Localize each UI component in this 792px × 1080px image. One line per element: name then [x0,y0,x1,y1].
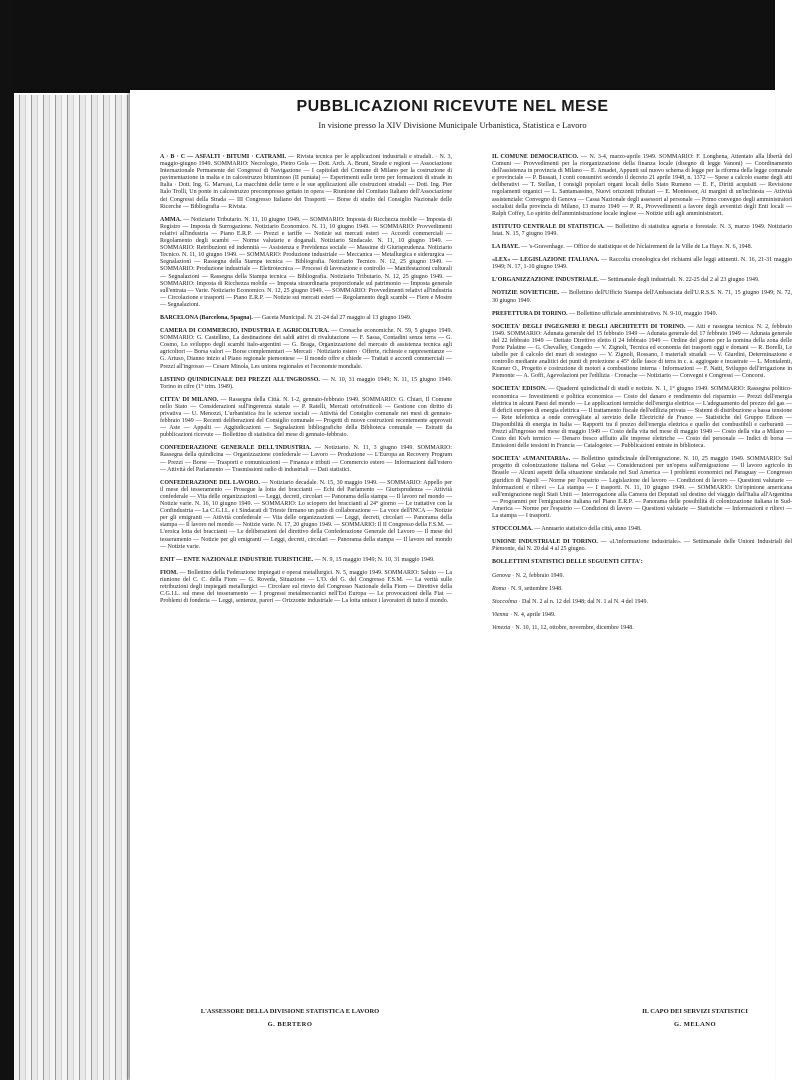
publication-title: ISTITUTO CENTRALE DI STATISTICA. [492,223,605,230]
publication-title: STOCCOLMA. [492,526,533,533]
city-bulletin-detail: · N. 10, 11, 12, ottobre, novembre, dicembre 1948. [511,624,634,631]
publication-title: A · B · C — ASFALTI · BITUMI · CATRAMI. [160,154,286,160]
publication-entry [492,154,792,218]
signature-role: IL CAPO DEI SERVIZI STATISTICI [642,1008,748,1015]
publication-details: — Quaderni quindicinali di studi e notizie. N. 1, 1° giugno 1949. SOMMARIO: Rassegna politico-economica — Investimenti e politica economica — Costo del danaro e rendimento del risparmio — Prezzi dell'energia elettrica in alcuni Paesi del mondo — Le applicazioni termiche dell'energia elettrica — L'adeguamento del prezzo del gas — Il deficit europeo di energia elettrica — Il trattamento fiscale dell'edilizia privata — Sistemi di distribuzione a bassa tensione — Rete telefonica a onde convogliate al servizio delle Electricité de France — Statistiche del Gruppo Edison — Disponibilità di energia in Italia — Rapporti tra il prezzo dell'energia elettrica e quello dei combustibili e carburanti — Prezzi all'ingrosso nel mese di maggio 1949 — Costo della vita nel mese di maggio 1949 — Costo della vita a Milano — Costo dei Kwh termico — Denaro fresco affluito alle imprese elettriche — Costo del personale — Indici di borsa — Emissioni delle tessioni in Francia — Catalogotec — Pubblicazioni entrate in biblioteca. [492,386,792,450]
publication-details: — Atti e rassegna tecnica. N. 2, febbraio 1949. SOMMARIO: Adunata generale del 15 febbraio 1949 — Adunata generale del 17 febbraio 1949 — Adunata generale del 22 febbraio 1949 — Dettato Direttivo eletto il 24 febbraio 1949 — Ordine del giorno per la nomina della zona delle Porte Palatine — G. Chevalley, Congedo — V. Zignoli, Tecnica ed economia dei trasporti oggi e domani — R. Borelli, Le tabelle per il calcolo dei muri di sostegno — V. Zignoli, Rossano, I materiali stradali — V. Giardini, Determinazione e controllo mediante analitici dei punti di proiezione a 45° delle fasce di terra in c. a. aggiogate e incastrate — L. Montalenti, Kramer O., Progetto e costruzione di motori a combustione interna · Informazioni — F. Natti, Sviluppo dell'irrigazione in Piemonte — A. Goffi, Agevolazioni per l'edilizia · Cronache — Notiziario — Convegni e Congressi — Concorsi. [492,323,792,380]
publication-title: CONFEDERAZIONE GENERALE DELL'INDUSTRIA. [160,445,312,452]
publication-title: BOLLETTINI STATISTICI DELLE SEGUENTI CITTA': [492,559,643,566]
publication-details: — Rassegna della Città. N. 1-2, gennaio-febbraio 1949. SOMMARIO: G. Chiari, Il Comune nello Stato — Considerazioni sull'ingerenza statale — P. Ratelli, Mercati ortofrutticoli — Gestione con diritto di privativa — U. Menozzi, L'urbanistica fra le scienze sociali — Attività del Consiglio comunale nei mesi di gennaio-febbraio 1949 — Recenti deliberazioni del Consiglio comunale — Progetti di nuove costruzioni recentemente approvati — Aste — Appalti — Aggiudicazioni — Segnalazioni bibliografiche della Biblioteca comunale — Estratti da pubblicazioni ricevute — Bollettino di statistica del mese di gennaio-febbraio. [160,396,452,439]
publication-title: NOTIZIE SOVIETICHE. [492,290,560,297]
publication-entry [492,244,792,251]
city-bulletin-detail: · Dal N. 2 al n. 12 del 1948; dal N. 1 al N. 4 del 1949. [518,598,648,605]
publication-details: — Bollettino di statistica agraria e forestale. N. 3, marzo 1949. Notiziario Istat. N. 15, 7 giugno 1949. [492,223,792,237]
scan-border-left [0,0,14,1080]
publication-details: — Notiziario. N. 11, 3 giugno 1949. SOMMARIO: Rassegna della quindicina — Organizzazione confederale — Lavoro — Produzione — L'Europa an Recovery Program — Prezzi — Borse — Trasporti e comunicazioni — Finanza e tributi — Commercio estero — Informazioni dall'estero — Attività del Parlamento — Trasmissioni radio di industriali — Dati statistici. [160,445,453,473]
signature-role: L'ASSESSORE DELLA DIVISIONE STATISTICA E LAVORO [200,1008,380,1015]
city-bulletin-item [492,612,792,619]
publication-details: — N. 10, 31 maggio 1949; N. 11, 15 giugno 1949. Torino in cifre (1° trim. 1949). [160,376,453,390]
publication-entry [492,257,792,271]
publication-entry [492,559,792,566]
city-name: Roma [492,585,506,592]
publication-title: LISTINO QUINDICINALE DEI PREZZI ALL'INGROSSO. [160,376,320,383]
publication-title: L'ORGANIZZAZIONE INDUSTRIALE. [492,277,599,284]
footer-signature-left [160,1008,420,1028]
publication-details: — Annuario statistico della città, anno 1948. [534,526,642,533]
publication-title: ENIT — ENTE NAZIONALE INDUSTRIE TURISTICHE. [160,556,314,563]
publication-entry [492,526,792,533]
publication-title: FIOM. [160,569,178,576]
publication-title: BARCELONA (Barcelona, Spagna). [160,314,253,321]
city-bulletin-detail: · N. 4, aprile 1949. [510,611,556,618]
publication-title: CONFEDERAZIONE DEL LAVORO. [160,479,260,486]
publication-entry [160,480,452,551]
city-bulletin-detail: · N. 2, febbraio 1949. [512,572,564,579]
city-name: Venezia [492,624,511,631]
publication-entry [160,445,452,473]
publication-entry [160,154,452,211]
footer-signature-right [600,1008,790,1028]
page-title: PUBBLICAZIONI RICEVUTE NEL MESE [296,98,609,115]
publication-entry [492,224,792,238]
city-bulletin-item [492,586,792,593]
publication-details: — Settimanale degli industriali. N. 22-25 dal 2 al 23 giugno 1949. [600,277,760,284]
publication-title: «LEX» — LEGISLAZIONE ITALIANA. [492,257,600,264]
publication-details: — 's-Gravenhage. — Office de statistique et de l'éclairement de la Ville de La Haye. N. 6, 1948. [521,244,753,251]
publication-entry [492,456,792,520]
publication-entry [160,315,452,322]
signature-name: G. BERTERO [267,1021,313,1028]
city-bulletin-detail: · N. 9, settembre 1948. [507,585,563,592]
publication-title: PREFETTURA DI TORINO. [492,310,568,317]
city-bulletin-item [492,625,792,632]
right-column [492,154,792,638]
publication-entry [492,324,792,381]
publication-title: CITTA' DI MILANO. [160,396,219,403]
publication-details: — «L'informazione industriale». — Settimanale delle Unioni Industriali del Piemonte, dal N. 20 dal 4 al 25 giugno. [492,539,792,553]
publication-title: AMMA. [160,216,182,223]
scan-border-top [0,0,775,93]
publication-title: LA HAYE. [492,244,520,251]
publication-title: SOCIETA' EDISON. [492,386,547,393]
left-column [160,154,452,611]
publication-entry [160,377,452,391]
publication-entry [492,386,792,450]
publication-details: — Bollettino dell'Ufficio Stampa dell'Ambasciata dell'U.R.S.S. N. 71, 15 giugno 1949; N. 72, 30 giugno 1949. [492,290,792,304]
city-bulletin-item [492,573,792,580]
publication-entry [160,328,452,371]
publication-details: — Notiziario decadale. N. 15, 30 maggio 1949. — SOMMARIO: Appello per il mese del tesseramento — Prosegue la lotta dei braccianti — Echi del Parlamento — Giurisprudenza — Attività confederale — Vita delle organizzazioni — Leggi, decreti, circolari — Panorama della stampa — Il lavoro nel mondo — Notizie varie. N. 16, 10 giugno 1949. — SOMMARIO: Lo sciopero dei braccianti al 24° giorno — Le trattative con la Confindustria — La C.G.I.L. e i Sindacati di Trieste firmano un patto di collaborazione — La voce dell'INCA — Notizie per gli emigranti — Attività confederale — Vita delle organizzazioni — Leggi, decreti, circolari — Panorama della stampa — Il lavoro nel mondo — Notizie varie. N. 17, 20 giugno 1949. — SOMMARIO: Il II Congresso della F.S.M. — L'eroica lotta dei braccianti — Le deliberazioni del direttivo della Confederazione Generale del Lavoro — Il mese del tesseramento — Notizie per gli emigranti — Leggi, decreti, circolari — Panorama della stampa — Il lavoro nel mondo — Notizie varie. [160,479,452,550]
publication-entry [160,217,452,309]
document-page [130,90,792,1080]
publication-title: CAMERA DI COMMERCIO, INDUSTRIA E AGRICOLTURA. [160,328,330,335]
publication-details: — Cronache economiche. N. 59, 5 giugno 1949. SOMMARIO: G. Castellino, La destinazione dei saldi attivi di rivalutazione — F. Sassa, Contadini senza terra — G. Cosmo, Lo sviluppo degli scambi italo-argentini — G. Braga, Organizzazione del mercato di assistenza tecnica agli agricoltori — Borsa valori — Borse complementari — Mercati · Notiziario estero · Offerte, richieste e rappresentanze — G. Artuso, Dianno inizio al Piano regionale piemontese — Il mondo offre e chiede — Trattati e accordi commerciali — Prezzi all'ingrosso — Cesare Minola, Les unions regionales et l'economie mondiale. [160,328,452,370]
publication-details: — Bollettino quindicinale dell'emigrazione. N. 10, 25 maggio 1949. SOMMARIO: Sul progetto di colonizzazione italiana nel Golaz — Considerazioni per un'opera sull'emigrazione — Il lavoro agricolo in Brasile — Alcuni aspetti della situazione sindacale nel Sud America — I problemi economici nel Paraguay — Congresso giuridico di Napoli — Norme per l'espatrio — Legislazione del lavoro — Condizioni di lavoro — Questioni valutarie — Informazioni e rilievi — La stampa — I trasporti. N. 11, 10 giugno 1949. — SOMMARIO: Un'opinione americana sull'emigrazione negli Stati Uniti — Interrogazione alla Camera dei Deputati sul destino del viaggio dall'Italia all'Argentina — Programmi per l'emigrazione italiana nel Piano E.R.P. — Panorama delle possibilità di colonizzazione italiana in Sud-America — Norme per l'espatrio — Condizioni di lavoro — Questioni valutarie — Statistiche — Informazioni e rilievi — La stampa — I trasporti. [492,456,792,520]
publication-details: — Gaceta Municipal. N. 21-24 dal 27 maggio al 13 giugno 1949. [254,314,412,321]
publication-title: IL COMUNE DEMOCRATICO. [492,154,579,160]
publication-title: UNIONE INDUSTRIALE DI TORINO. [492,539,598,546]
publication-details: — Notiziario Tributario. N. 11, 10 giugno 1949. — SOMMARIO: Imposta di Ricchezza mobile — Imposta di Registro — Imposta di Surrogazione. Notiziario Economico. N. 11, 10 giugno 1949. — SOMMARIO: Provvedimenti relativi all'industria — Piano E.R.P. — Prezzi e tariffe — Notizie sui mercati esteri — Accordi commerciali — Regolamento degli scambi — Norme valutarie e doganali. Notiziario Sindacale. N. 11, 10 giugno 1949. — SOMMARIO: Retribuzioni ed indennità — Assistenza e Previdenza sociale — Massime di Giurisprudenza. Notiziario Tecnico. N. 11, 10 giugno 1949. — SOMMARIO: Produzione industriale — Meccanica — Metallurgica e siderurgica — Segnalazioni — Rassegna della Stampa tecnica — Bibliografia. Notiziario Tecnico. N. 12, 25 giugno 1949. — SOMMARIO: Produzione industriale — Elettrotecnica — Processi di lavorazione e controllo — Manifestazioni culturali — Segnalazioni — Rassegna della Stampa tecnica — Bibliografia. Notiziario Tributario. N. 12, 25 giugno 1949. — SOMMARIO: Imposta di Ricchezza mobile — Imposta straordinaria proporzionale sul patrimonio — Imposta generale sull'entrata — Varie. Notiziario Economico. N. 12, 25 giugno 1949. — SOMMARIO: Provvedimenti relativi all'industria — Circolazione e trasporti — Piano E.R.P. — Notizie sui mercati esteri — Regolamento degli scambi — Fiere e Mostre — Segnalazioni. [160,216,452,308]
city-name: Genova [492,572,511,579]
page-subtitle: In visione presso la XIV Divisione Municipale Urbanistica, Statistica e Lavoro [318,120,587,130]
publication-entry [492,290,792,304]
publication-details: — N. 3-4, marzo-aprile 1949. SOMMARIO: F. Longhena, Attentato alla libertà del Comuni — Provvedimenti per la riorganizzazione della finanza locale (disegno di legge Vanoni) — Coordinamento dell'assistenza in provincia di Milano — E. Amadei, Appunti sul nuovo schema di legge per la riforma della legge comunale e provinciale — P. Bussati, I conti consuntivi secondo il decreto 21 aprile 1948, n. 1372 — Spese a calcolo esame degli atti deliberativi — T. Stellan, I consigli popolari organi locali dello Stato Rumeno — E. F., Diritti acquisiti — Revisione regolamenti organici — L. Santamassino, Nuovi orizzonti tributari — E. Montessor, Ai margini di un'inchiesta — Attività assistenziale: Convegno di Genova — Cassa Nazionale degli assessori al personale — Primo convegno degli amministratori socialisti della provincia di Milano, 13 marzo 1949 — P. R., Provvedimenti a favore degli avventizi degli Enti locali — Ralph Coffey, Lo spirito dell'amministrazione locale inglese — Notizie utili agli amministratori. [492,154,792,217]
publication-title: SOCIETA' «UMANITARIA». [492,456,571,463]
publication-entry [160,557,452,564]
publication-details: — Bollettino della Federazione impiegati e operai metallurgici. N. 5, maggio 1949. SOMMARIO: Saluto — La riunione del C. C. della Fiom — G. Roveda, Situazione — L'O. del G. del Congresso F.S.M. — La verità sulle retribuzioni degli impiegati metallurgici — Circolare sul rinvio del Congresso Nazionale della Fiom — Direttive della C.G.I.L. sul mese del tesseramento — I progressi metalmeccanici nell'Est Europa — Le provocazioni della Fiat — Problemi di fonderia — Leggi, sentenze, pareri — Orizzonte industriale — La lotta unisce i lavoratori di tutto il mondo. [160,569,453,605]
city-name: Vienna [492,611,509,618]
city-name: Stoccolma [492,598,517,605]
publication-details: — Rivista tecnica per le applicazioni industriali e stradali. · N. 3, maggio-giugno 1949. SOMMARIO: Necrologio, Pietro Gola — Dott. Arch. A. Bruni, Strade e regioni — Associazione Internazionale Permanente dei Congressi di Navigazione — I capitolati del Comune di Milano per la costruzione di pavimentazione in malta e in calcestruzzo bituminoso (II puntata) — Esperimenti sulle terre per formazioni di strade in Italia · Dott. Ing. G. Marvasi, La macchine delle terre e le sue applicazioni alle costruzioni stradali — Dott. Ing. Pier Italo Trolli, Un ponte in calcestruzzo precompresso gettato in opera — Riunione del Comitato Italiano dell'Associazione dei Congressi della Strada — III Congresso Italiano dei Trasporti — Borse di studio del Consiglio Nazionale delle Ricerche — Bibliografia — Rivista. [160,154,452,210]
publication-entry [492,539,792,553]
publication-entry [492,277,792,284]
publication-entry [492,311,792,318]
publication-entry [160,570,452,605]
publication-details: — Raccolta cronologica dei richiami alle leggi attinenti. N. 16, 21-31 maggio 1949; N. 17, 1-10 giugno 1949. [492,257,792,271]
city-bulletin-item [492,599,792,606]
publication-entry [160,397,452,440]
signature-name: G. MELANO [673,1021,717,1028]
publication-details: — N. 9, 15 maggio 1949; N. 10, 31 maggio 1949. [314,556,435,563]
publication-title: SOCIETA' DEGLI INGEGNERI E DEGLI ARCHITETTI DI TORINO. [492,323,686,330]
stacked-page-edges [14,95,132,1080]
publication-details: — Bollettino ufficiale amministrativo. N. 9-10, maggio 1949. [569,310,718,317]
